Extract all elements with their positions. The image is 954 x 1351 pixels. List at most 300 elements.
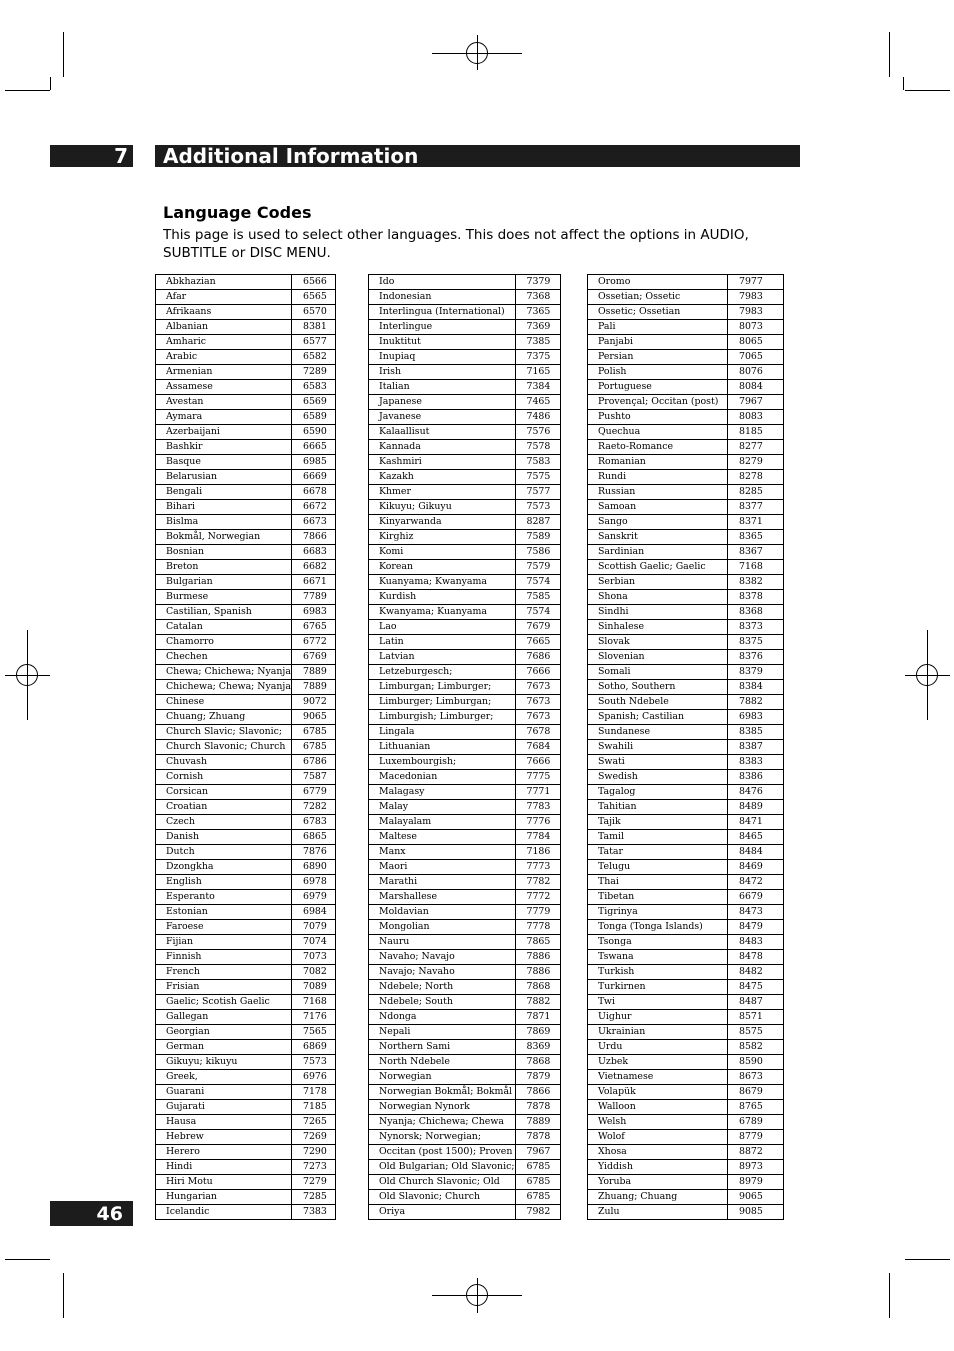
language-code: 8279 <box>728 455 784 470</box>
table-row <box>156 725 336 740</box>
language-name: Ndebele; South <box>369 995 516 1010</box>
table-row <box>156 1100 336 1115</box>
language-code: 7265 <box>292 1115 336 1130</box>
language-name: Breton <box>156 560 292 575</box>
table-row <box>369 650 561 665</box>
crop-mark <box>63 32 64 77</box>
table-row <box>369 320 561 335</box>
table-row <box>588 890 784 905</box>
table-row <box>369 1010 561 1025</box>
section-title: Language Codes <box>163 203 312 222</box>
language-name: Hebrew <box>156 1130 292 1145</box>
language-name: Shona <box>588 590 728 605</box>
table-row <box>588 905 784 920</box>
language-code: 7967 <box>515 1145 560 1160</box>
crop-mark <box>50 77 51 90</box>
language-code: 8375 <box>728 635 784 650</box>
language-name: Navajo; Navaho <box>369 965 516 980</box>
language-name: Church Slavic; Slavonic; <box>156 725 292 740</box>
language-name: Portuguese <box>588 380 728 395</box>
language-name: Nauru <box>369 935 516 950</box>
table-row <box>369 800 561 815</box>
table-row <box>588 290 784 305</box>
table-row <box>588 1055 784 1070</box>
language-name: Swedish <box>588 770 728 785</box>
language-name: Ndonga <box>369 1010 516 1025</box>
table-row <box>369 755 561 770</box>
table-row <box>369 1160 561 1175</box>
language-name: Hungarian <box>156 1190 292 1205</box>
language-name: Northern Sami <box>369 1040 516 1055</box>
language-name: Bulgarian <box>156 575 292 590</box>
language-code: 7186 <box>515 845 560 860</box>
table-row <box>156 590 336 605</box>
language-name: Old Slavonic; Church <box>369 1190 516 1205</box>
language-code: 7282 <box>292 800 336 815</box>
table-row <box>369 995 561 1010</box>
language-code: 7074 <box>292 935 336 950</box>
language-name: Komi <box>369 545 516 560</box>
language-code: 7775 <box>515 770 560 785</box>
table-row <box>588 995 784 1010</box>
table-row <box>156 1145 336 1160</box>
table-row <box>156 620 336 635</box>
language-name: Slovak <box>588 635 728 650</box>
language-code: 7586 <box>515 545 560 560</box>
language-name: Moldavian <box>369 905 516 920</box>
language-name: Bislma <box>156 515 292 530</box>
table-row <box>588 725 784 740</box>
table-row <box>156 335 336 350</box>
table-row <box>588 605 784 620</box>
language-code: 6978 <box>292 875 336 890</box>
table-row <box>369 545 561 560</box>
language-code: 8386 <box>728 770 784 785</box>
table-row <box>156 1040 336 1055</box>
table-row <box>588 530 784 545</box>
language-code: 7383 <box>292 1205 336 1220</box>
language-code-table-3 <box>587 274 784 1220</box>
table-row <box>156 740 336 755</box>
table-row <box>588 815 784 830</box>
language-code: 7882 <box>728 695 784 710</box>
language-name: Assamese <box>156 380 292 395</box>
table-row <box>588 560 784 575</box>
language-code: 7673 <box>515 710 560 725</box>
table-row <box>588 1010 784 1025</box>
language-name: Vietnamese <box>588 1070 728 1085</box>
language-name: Latin <box>369 635 516 650</box>
table-row <box>588 305 784 320</box>
language-code: 7879 <box>515 1070 560 1085</box>
language-code: 7365 <box>515 305 560 320</box>
table-row <box>156 875 336 890</box>
language-name: Norwegian <box>369 1070 516 1085</box>
language-code: 6769 <box>292 650 336 665</box>
language-name: Provençal; Occitan (post) <box>588 395 728 410</box>
language-name: Rundi <box>588 470 728 485</box>
table-row <box>369 980 561 995</box>
language-code: 7575 <box>515 470 560 485</box>
language-code: 6984 <box>292 905 336 920</box>
language-name: Belarusian <box>156 470 292 485</box>
language-code: 7565 <box>292 1025 336 1040</box>
table-row <box>588 1025 784 1040</box>
language-code: 8476 <box>728 785 784 800</box>
language-code: 7385 <box>515 335 560 350</box>
table-row <box>588 950 784 965</box>
table-row <box>588 740 784 755</box>
language-name: Welsh <box>588 1115 728 1130</box>
table-row <box>156 845 336 860</box>
table-row <box>369 950 561 965</box>
language-code: 6671 <box>292 575 336 590</box>
language-name: Russian <box>588 485 728 500</box>
language-name: Manx <box>369 845 516 860</box>
language-name: Yiddish <box>588 1160 728 1175</box>
table-row <box>156 1070 336 1085</box>
table-row <box>588 1190 784 1205</box>
language-name: Latvian <box>369 650 516 665</box>
table-row <box>369 905 561 920</box>
table-row <box>588 365 784 380</box>
language-code: 7176 <box>292 1010 336 1025</box>
language-name: Turkish <box>588 965 728 980</box>
language-code: 8278 <box>728 470 784 485</box>
language-code: 8483 <box>728 935 784 950</box>
language-name: Persian <box>588 350 728 365</box>
intro-text: This page is used to select other languages. This does not affect the options in AUDIO, SUBTITLE or DISC MENU. <box>163 227 749 261</box>
language-code: 8979 <box>728 1175 784 1190</box>
language-name: Sinhalese <box>588 620 728 635</box>
table-row <box>588 590 784 605</box>
language-name: Interlingue <box>369 320 516 335</box>
table-row <box>156 395 336 410</box>
language-name: Khmer <box>369 485 516 500</box>
table-row <box>156 275 336 290</box>
table-row <box>369 1205 561 1220</box>
language-code: 7779 <box>515 905 560 920</box>
language-name: Aymara <box>156 410 292 425</box>
language-name: Japanese <box>369 395 516 410</box>
table-row <box>156 410 336 425</box>
language-code: 7375 <box>515 350 560 365</box>
language-code: 7269 <box>292 1130 336 1145</box>
language-code: 7889 <box>515 1115 560 1130</box>
language-name: Scottish Gaelic; Gaelic <box>588 560 728 575</box>
table-row <box>156 665 336 680</box>
language-code: 7773 <box>515 860 560 875</box>
table-row <box>588 485 784 500</box>
language-code: 6976 <box>292 1070 336 1085</box>
language-code: 8571 <box>728 1010 784 1025</box>
language-code: 7686 <box>515 650 560 665</box>
language-name: Nepali <box>369 1025 516 1040</box>
language-code: 8487 <box>728 995 784 1010</box>
table-row <box>156 1175 336 1190</box>
table-row <box>156 440 336 455</box>
language-name: Tamil <box>588 830 728 845</box>
language-name: Luxembourgish; <box>369 755 516 770</box>
language-name: Limburger; Limburgan; <box>369 695 516 710</box>
language-name: Avestan <box>156 395 292 410</box>
language-name: Gikuyu; kikuyu <box>156 1055 292 1070</box>
language-code: 7578 <box>515 440 560 455</box>
language-code: 7079 <box>292 920 336 935</box>
language-name: German <box>156 1040 292 1055</box>
language-name: Pali <box>588 320 728 335</box>
language-code: 8376 <box>728 650 784 665</box>
table-row <box>369 965 561 980</box>
language-code: 7878 <box>515 1100 560 1115</box>
registration-mark <box>466 1284 488 1306</box>
language-code: 7285 <box>292 1190 336 1205</box>
table-row <box>156 830 336 845</box>
table-row <box>156 995 336 1010</box>
language-name: Limburgan; Limburger; <box>369 680 516 695</box>
language-code: 6682 <box>292 560 336 575</box>
language-code: 6785 <box>292 740 336 755</box>
table-row <box>156 485 336 500</box>
language-code: 8478 <box>728 950 784 965</box>
language-name: Maltese <box>369 830 516 845</box>
language-name: Romanian <box>588 455 728 470</box>
language-name: Hiri Motu <box>156 1175 292 1190</box>
table-row <box>156 1055 336 1070</box>
language-code: 6590 <box>292 425 336 440</box>
language-code: 8387 <box>728 740 784 755</box>
language-name: Tonga (Tonga Islands) <box>588 920 728 935</box>
table-row <box>588 440 784 455</box>
language-name: Chechen <box>156 650 292 665</box>
table-row <box>156 650 336 665</box>
language-code: 8368 <box>728 605 784 620</box>
language-code: 8367 <box>728 545 784 560</box>
language-code: 7886 <box>515 965 560 980</box>
language-name: Catalan <box>156 620 292 635</box>
language-name: Swahili <box>588 740 728 755</box>
language-name: Irish <box>369 365 516 380</box>
table-row <box>156 965 336 980</box>
language-name: Herero <box>156 1145 292 1160</box>
language-code: 7368 <box>515 290 560 305</box>
language-code: 6582 <box>292 350 336 365</box>
language-name: Czech <box>156 815 292 830</box>
language-code: 7679 <box>515 620 560 635</box>
language-code: 8382 <box>728 575 784 590</box>
table-row <box>588 1130 784 1145</box>
language-name: Tibetan <box>588 890 728 905</box>
language-name: Turkirnen <box>588 980 728 995</box>
language-name: Maori <box>369 860 516 875</box>
language-name: Kwanyama; Kuanyama <box>369 605 516 620</box>
table-row <box>588 1100 784 1115</box>
table-row <box>588 830 784 845</box>
language-name: Guarani <box>156 1085 292 1100</box>
language-code: 8381 <box>292 320 336 335</box>
language-name: Greek, <box>156 1070 292 1085</box>
language-name: Marshallese <box>369 890 516 905</box>
language-name: Chuvash <box>156 755 292 770</box>
crop-mark <box>905 1259 950 1260</box>
language-name: Estonian <box>156 905 292 920</box>
language-code: 7983 <box>728 305 784 320</box>
language-name: Albanian <box>156 320 292 335</box>
table-row <box>156 755 336 770</box>
table-row <box>369 485 561 500</box>
language-name: Church Slavonic; Church <box>156 740 292 755</box>
language-name: Afar <box>156 290 292 305</box>
page-number: 46 <box>50 1201 133 1226</box>
language-name: Amharic <box>156 335 292 350</box>
language-name: Lao <box>369 620 516 635</box>
language-code: 8482 <box>728 965 784 980</box>
language-name: Oromo <box>588 275 728 290</box>
table-row <box>369 710 561 725</box>
language-name: Italian <box>369 380 516 395</box>
language-name: Raeto-Romance <box>588 440 728 455</box>
table-row <box>369 275 561 290</box>
language-name: Sindhi <box>588 605 728 620</box>
language-name: Serbian <box>588 575 728 590</box>
language-code: 7977 <box>728 275 784 290</box>
crop-mark <box>5 1259 50 1260</box>
table-row <box>588 845 784 860</box>
language-name: Chuang; Zhuang <box>156 710 292 725</box>
language-name: Somali <box>588 665 728 680</box>
language-name: Chewa; Chichewa; Nyanja <box>156 665 292 680</box>
table-row <box>156 935 336 950</box>
language-code: 6779 <box>292 785 336 800</box>
language-name: Bihari <box>156 500 292 515</box>
table-row <box>369 860 561 875</box>
language-name: Kinyarwanda <box>369 515 516 530</box>
language-code: 6783 <box>292 815 336 830</box>
language-name: Esperanto <box>156 890 292 905</box>
language-name: Sundanese <box>588 725 728 740</box>
language-code: 8471 <box>728 815 784 830</box>
table-row <box>588 1145 784 1160</box>
table-row <box>156 455 336 470</box>
language-code: 7866 <box>292 530 336 545</box>
language-name: Occitan (post 1500); Proven <box>369 1145 516 1160</box>
table-row <box>156 560 336 575</box>
table-row <box>369 1175 561 1190</box>
language-code: 7876 <box>292 845 336 860</box>
language-name: North Ndebele <box>369 1055 516 1070</box>
language-name: Wolof <box>588 1130 728 1145</box>
language-code: 8277 <box>728 440 784 455</box>
table-row <box>369 665 561 680</box>
language-code: 7579 <box>515 560 560 575</box>
language-name: Gujarati <box>156 1100 292 1115</box>
language-code: 7573 <box>292 1055 336 1070</box>
language-code: 8287 <box>515 515 560 530</box>
language-code: 7678 <box>515 725 560 740</box>
language-code: 7384 <box>515 380 560 395</box>
table-row <box>369 410 561 425</box>
language-code: 7776 <box>515 815 560 830</box>
language-code: 7585 <box>515 590 560 605</box>
language-name: Cornish <box>156 770 292 785</box>
table-row <box>156 530 336 545</box>
language-code: 8073 <box>728 320 784 335</box>
table-row <box>156 920 336 935</box>
language-name: Uzbek <box>588 1055 728 1070</box>
table-row <box>588 935 784 950</box>
language-name: Bengali <box>156 485 292 500</box>
language-name: Fijian <box>156 935 292 950</box>
table-row <box>369 740 561 755</box>
language-name: Pushto <box>588 410 728 425</box>
language-name: Burmese <box>156 590 292 605</box>
table-row <box>156 1085 336 1100</box>
language-code: 8076 <box>728 365 784 380</box>
table-row <box>369 605 561 620</box>
language-name: Quechua <box>588 425 728 440</box>
language-name: Arabic <box>156 350 292 365</box>
table-row <box>369 1130 561 1145</box>
language-code: 7866 <box>515 1085 560 1100</box>
language-code: 9065 <box>728 1190 784 1205</box>
language-code-table-2 <box>368 274 561 1220</box>
table-row <box>156 815 336 830</box>
language-name: Javanese <box>369 410 516 425</box>
table-row <box>369 1055 561 1070</box>
language-name: Abkhazian <box>156 275 292 290</box>
table-row <box>588 275 784 290</box>
table-row <box>588 1175 784 1190</box>
language-name: Telugu <box>588 860 728 875</box>
language-name: Old Church Slavonic; Old <box>369 1175 516 1190</box>
language-code: 7369 <box>515 320 560 335</box>
language-code: 7082 <box>292 965 336 980</box>
language-name: Marathi <box>369 875 516 890</box>
language-code: 7583 <box>515 455 560 470</box>
language-code: 7290 <box>292 1145 336 1160</box>
language-code: 6669 <box>292 470 336 485</box>
language-name: Hindi <box>156 1160 292 1175</box>
language-code: 6983 <box>292 605 336 620</box>
table-row <box>156 1160 336 1175</box>
language-code: 7065 <box>728 350 784 365</box>
language-code: 7666 <box>515 755 560 770</box>
table-row <box>588 1040 784 1055</box>
table-row <box>156 785 336 800</box>
language-name: Croatian <box>156 800 292 815</box>
language-code: 8065 <box>728 335 784 350</box>
table-row <box>588 680 784 695</box>
language-name: Azerbaijani <box>156 425 292 440</box>
language-code: 7778 <box>515 920 560 935</box>
language-name: Tswana <box>588 950 728 965</box>
language-name: Panjabi <box>588 335 728 350</box>
language-code: 6789 <box>728 1115 784 1130</box>
table-row <box>588 785 784 800</box>
crop-mark <box>5 90 50 91</box>
table-row <box>369 830 561 845</box>
table-row <box>588 380 784 395</box>
language-code: 8479 <box>728 920 784 935</box>
language-code: 6785 <box>515 1175 560 1190</box>
language-name: Kuanyama; Kwanyama <box>369 575 516 590</box>
language-code: 7983 <box>728 290 784 305</box>
language-name: Corsican <box>156 785 292 800</box>
table-row <box>369 770 561 785</box>
crop-mark <box>903 77 904 90</box>
language-code: 8472 <box>728 875 784 890</box>
language-code: 6566 <box>292 275 336 290</box>
